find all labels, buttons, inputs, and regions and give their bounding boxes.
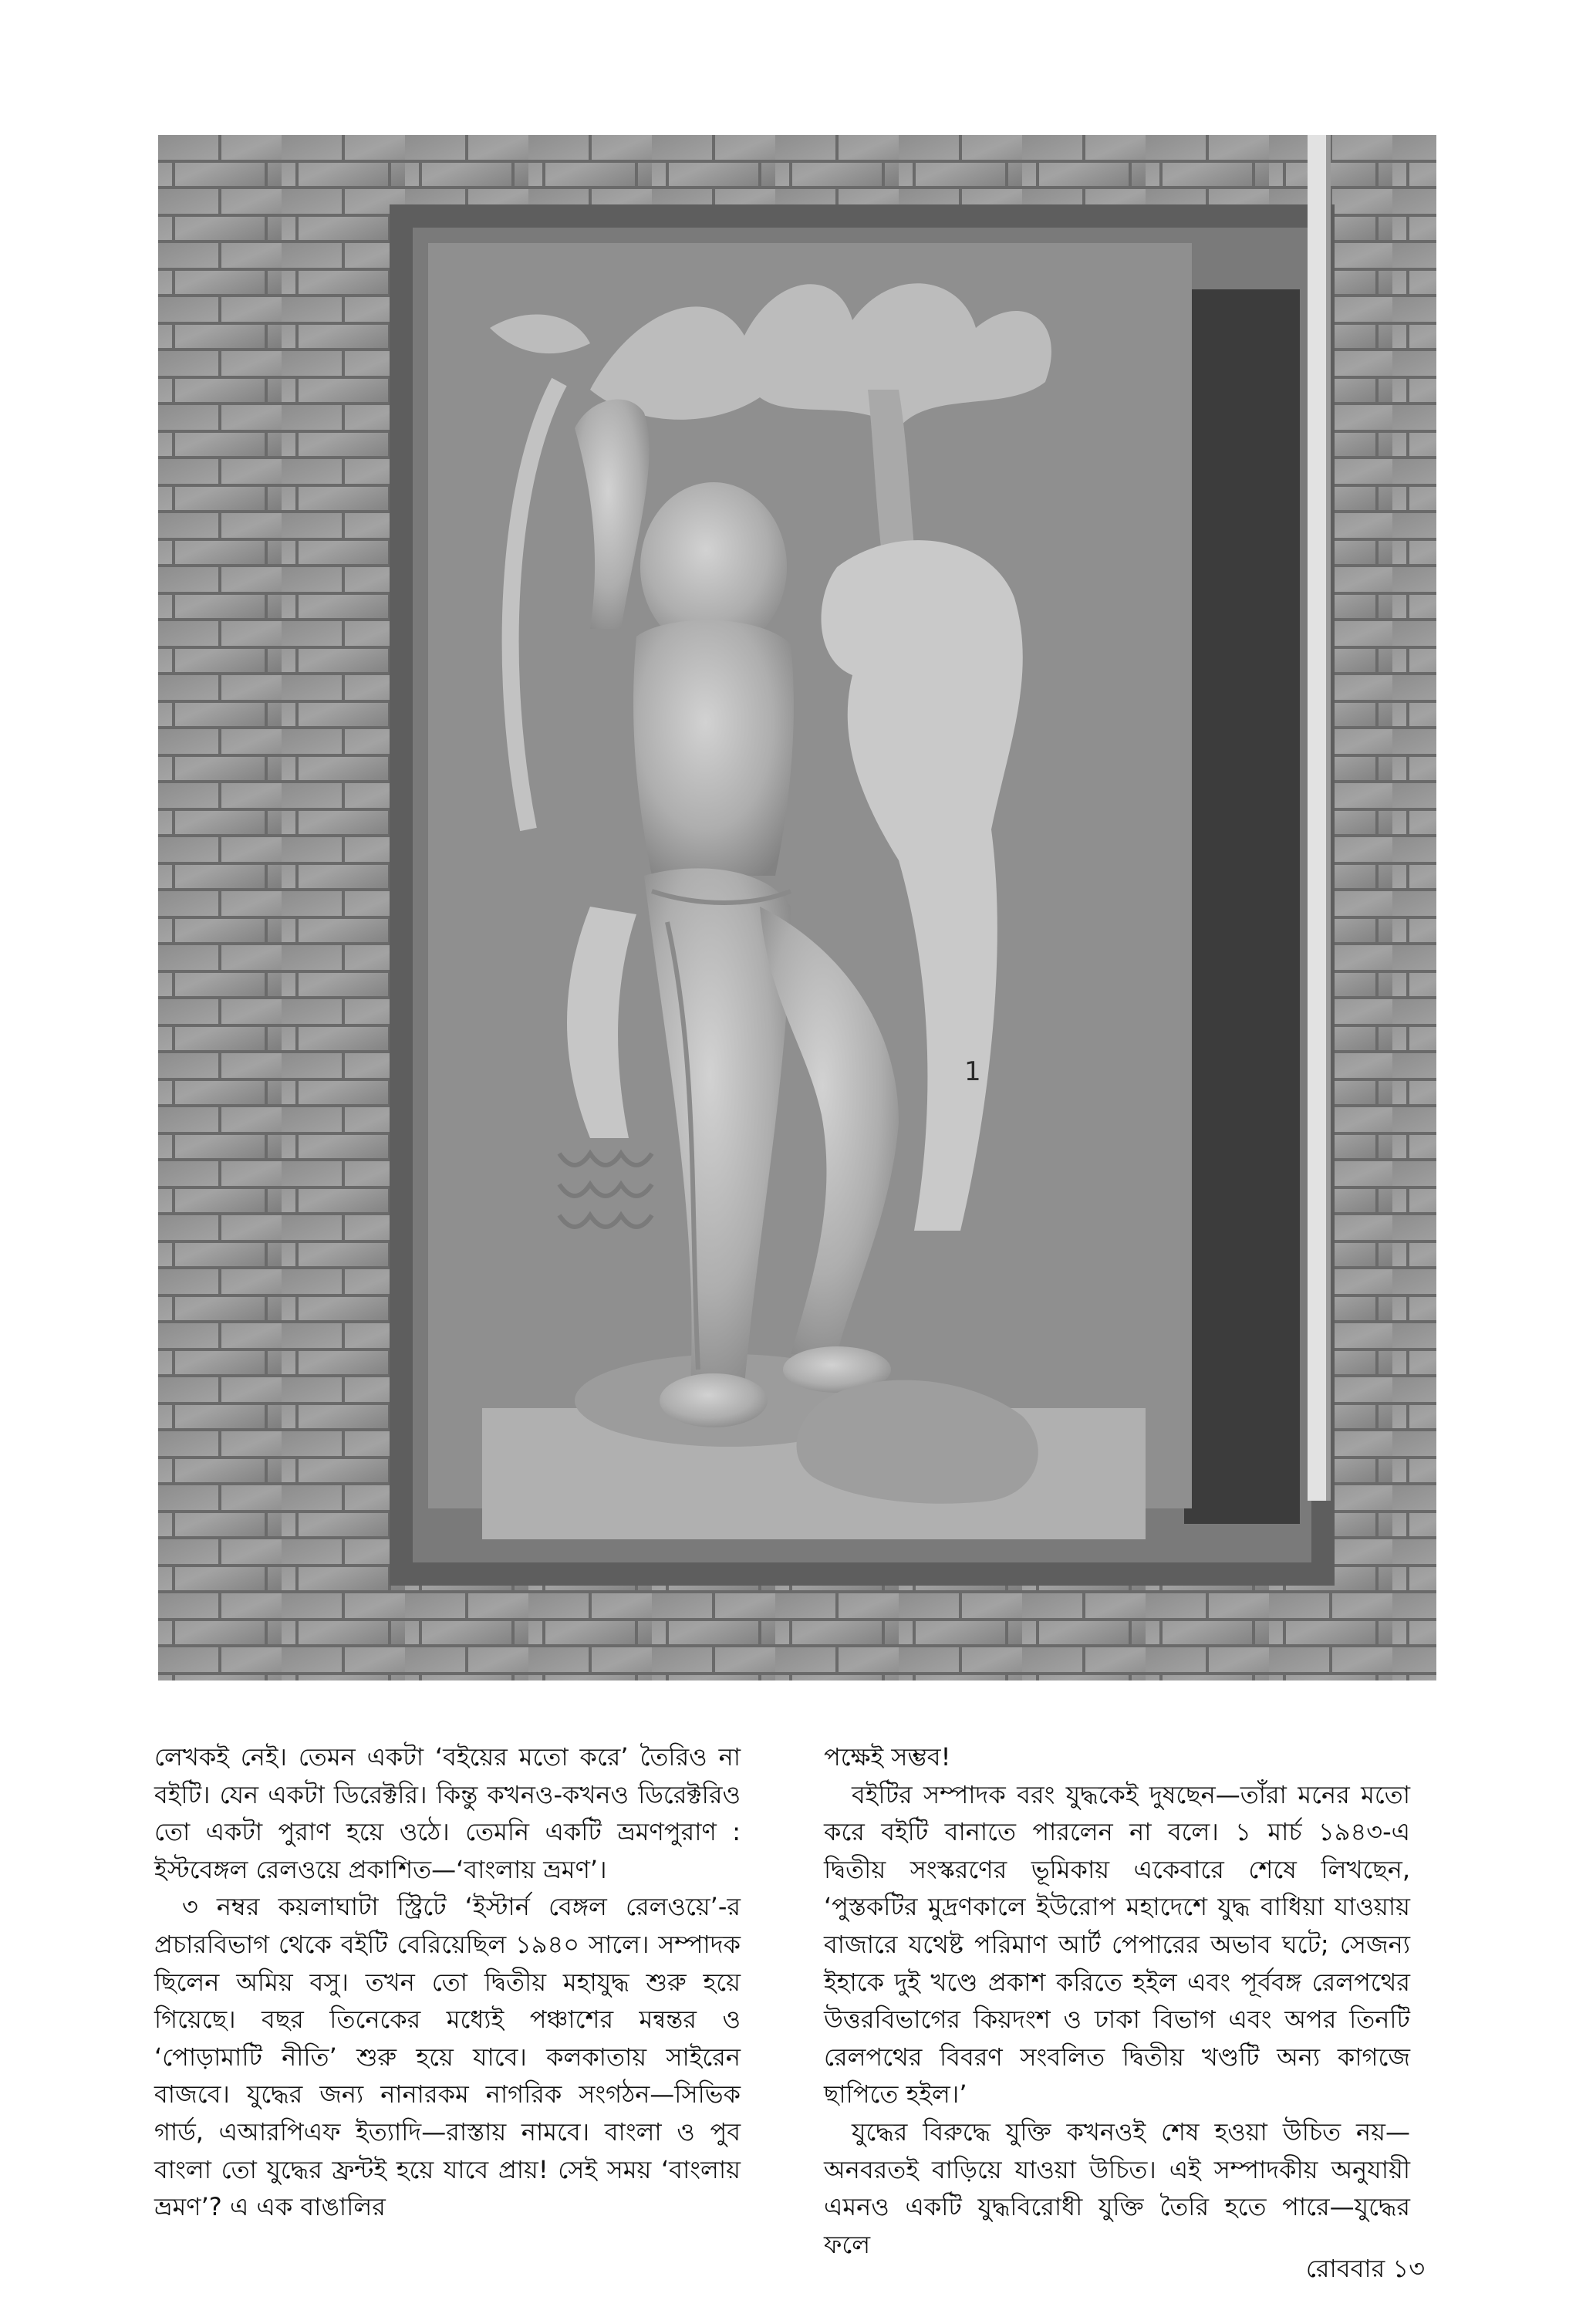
paragraph: পক্ষেই সম্ভব! [824,1742,951,1772]
relief-marker: 1 [964,1056,981,1087]
text-column-right [824,1738,1410,2263]
paragraph: বইটির সম্পাদক বরং যুদ্ধকেই দুষছেন—তাঁরা মনের মতো করে বইটি বানাতে পারলেন না বলে। ১ মার্চ ১৯৪৩-এ দ্বিতীয় সংস্করণের ভূমিকায় একেবারে শেষে লিখছেন, ‘পুস্তকটির মুদ্রণকালে ইউরোপ মহাদেশে যুদ্ধ বাধিয়া যাওয়ায় বাজারে যথেষ্ট পরিমাণ আর্ট পেপারের অভাব ঘটে; সেজন্য ইহাকে দুই খণ্ডে প্রকাশ করিতে হইল এবং পূর্ববঙ্গ রেলপথের উত্তরবিভাগের কিয়দংশ ও ঢাকা বিভাগ এবং অপর তিনটি রেলপথের বিবরণ সংবলিত দ্বিতীয় খণ্ডটি অন্য কাগজে ছাপিতে হইল।’ [824,1779,1410,2110]
page-label: রোববার ১৩ [1305,2254,1425,2283]
paragraph: লেখকই নেই। তেমন একটা ‘বইয়ের মতো করে’ তৈরিও না বইটি। যেন একটা ডিরেক্টরি। কিন্তু কখনও-কখনও ডিরেক্টরিও তো একটা পুরাণ হয়ে ওঠে। তেমনি একটি ভ্রমণপুরাণ : ইস্টবেঙ্গল রেলওয়ে প্রকাশিত—‘বাংলায় ভ্রমণ’। [154,1742,741,1884]
niche-shadow [1184,289,1300,1524]
text-column-left [154,1738,741,2226]
paragraph: যুদ্ধের বিরুদ্ধে যুক্তি কখনওই শেষ হওয়া উচিত নয়—অনবরতই বাড়িয়ে যাওয়া উচিত। এই সম্পাদকীয় অনুযায়ী এমনও একটি যুদ্ধবিরোধী যুক্তি তৈরি হতে পারে—যুদ্ধের ফলে [824,2116,1410,2259]
paragraph: ৩ নম্বর কয়লাঘাটা স্ট্রিটে ‘ইস্টার্ন বেঙ্গল রেলওয়ে’-র প্রচারবিভাগ থেকে বইটি বেরিয়েছিল ১৯৪০ সালে। সম্পাদক ছিলেন অমিয় বসু। তখন তো দ্বিতীয় মহাযুদ্ধ শুরু হয়ে গিয়েছে। বছর তিনেকের মধ্যেই পঞ্চাশের মন্বন্তর ও ‘পোড়ামাটি নীতি’ শুরু হয়ে যাবে। কলকাতায় সাইরেন বাজবে। যুদ্ধের জন্য নানারকম নাগরিক সংগঠন—সিভিক গার্ড, এআরপিএফ ইত্যাদি—রাস্তায় নামবে। বাংলা ও পুব বাংলা তো যুদ্ধের ফ্রন্টই হয়ে যাবে প্রায়! সেই সময় ‘বাংলায় ভ্রমণ’? এ এক বাঙালির [154,1892,741,2222]
drain-pipe [1308,135,1326,1501]
relief-photograph [158,135,1436,1681]
